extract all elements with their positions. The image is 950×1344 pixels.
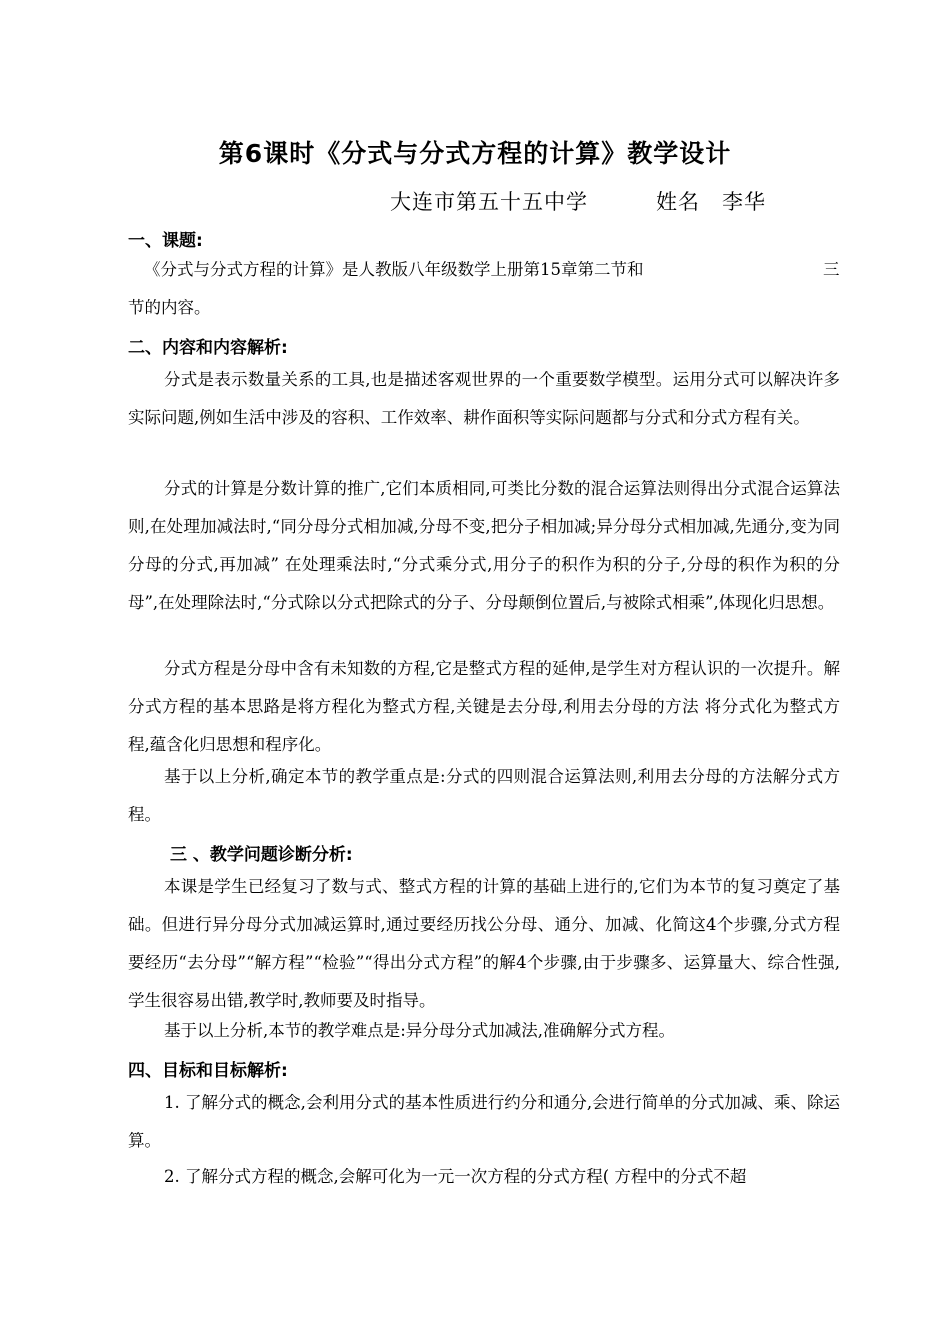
paragraph: 分式的计算是分数计算的推广,它们本质相同,可类比分数的混合运算法则得出分式混合运算法则,在处理加减法时,“同分母分式相加减,分母不变,把分子相加减;异分母分式相加减,先通分,变为同分母的分式,再加减” 在处理乘法时,“分式乘分式,用分子的积作为积的分子,分母的积作为积的分母”,在处理除法时,“分式除以分式把除式的分子、分母颠倒位置后,与被除式相乘”,体现化归思想。 bbox=[128, 479, 840, 612]
paragraph: 分式是表示数量关系的工具,也是描述客观世界的一个重要数学模型。运用分式可以解决许多实际问题,例如生活中涉及的容积、工作效率、耕作面积等实际问题都与分式和分式方程有关。 bbox=[128, 370, 840, 427]
section-heading-topic: 一、课题: bbox=[128, 231, 203, 251]
school-name: 大连市第五十五中学 bbox=[390, 190, 588, 214]
author-name: 李华 bbox=[722, 190, 766, 214]
paragraph: 本课是学生已经复习了数与式、整式方程的计算的基础上进行的,它们为本节的复习奠定了基础。但进行异分母分式加减运算时,通过要经历找公分母、通分、加减、化简这4个步骤,分式方程要经历“去分母”“解方程”“检验”“得出分式方程”的解4个步骤,由于步骤多、运算量大、综合性强,学生很容易出错,教学时,教师要及时指导。 bbox=[128, 877, 840, 1010]
topic-paragraph-tail: 三 bbox=[823, 260, 840, 279]
goal-item: 2. 了解分式方程的概念,会解可化为一元一次方程的分式方程( 方程中的分式不超 bbox=[164, 1167, 747, 1186]
author-line bbox=[390, 186, 766, 216]
paragraph: 基于以上分析,本节的教学难点是:异分母分式加减法,准确解分式方程。 bbox=[164, 1021, 676, 1040]
name-label: 姓名 bbox=[656, 190, 700, 214]
topic-paragraph: 《分式与分式方程的计算》是人教版八年级数学上册第15章第二节和 bbox=[144, 260, 644, 279]
topic-paragraph-cont: 节的内容。 bbox=[128, 298, 211, 317]
section-heading-diagnosis: 三 、教学问题诊断分析: bbox=[170, 845, 353, 865]
page-title: 第6课时《分式与分式方程的计算》教学设计 bbox=[218, 139, 732, 168]
goal-item: 1. 了解分式的概念,会利用分式的基本性质进行约分和通分,会进行简单的分式加减、乘、除运算。 bbox=[128, 1093, 840, 1150]
paragraph: 基于以上分析,确定本节的教学重点是:分式的四则混合运算法则,利用去分母的方法解分式方程。 bbox=[128, 767, 840, 824]
section-heading-content: 二、内容和内容解析: bbox=[128, 338, 288, 358]
section-heading-goals: 四、目标和目标解析: bbox=[128, 1061, 288, 1081]
paragraph: 分式方程是分母中含有未知数的方程,它是整式方程的延伸,是学生对方程认识的一次提升。解分式方程的基本思路是将方程化为整式方程,关键是去分母,利用去分母的方法 将分式化为整式方程,蕴含化归思想和程序化。 bbox=[128, 659, 840, 754]
